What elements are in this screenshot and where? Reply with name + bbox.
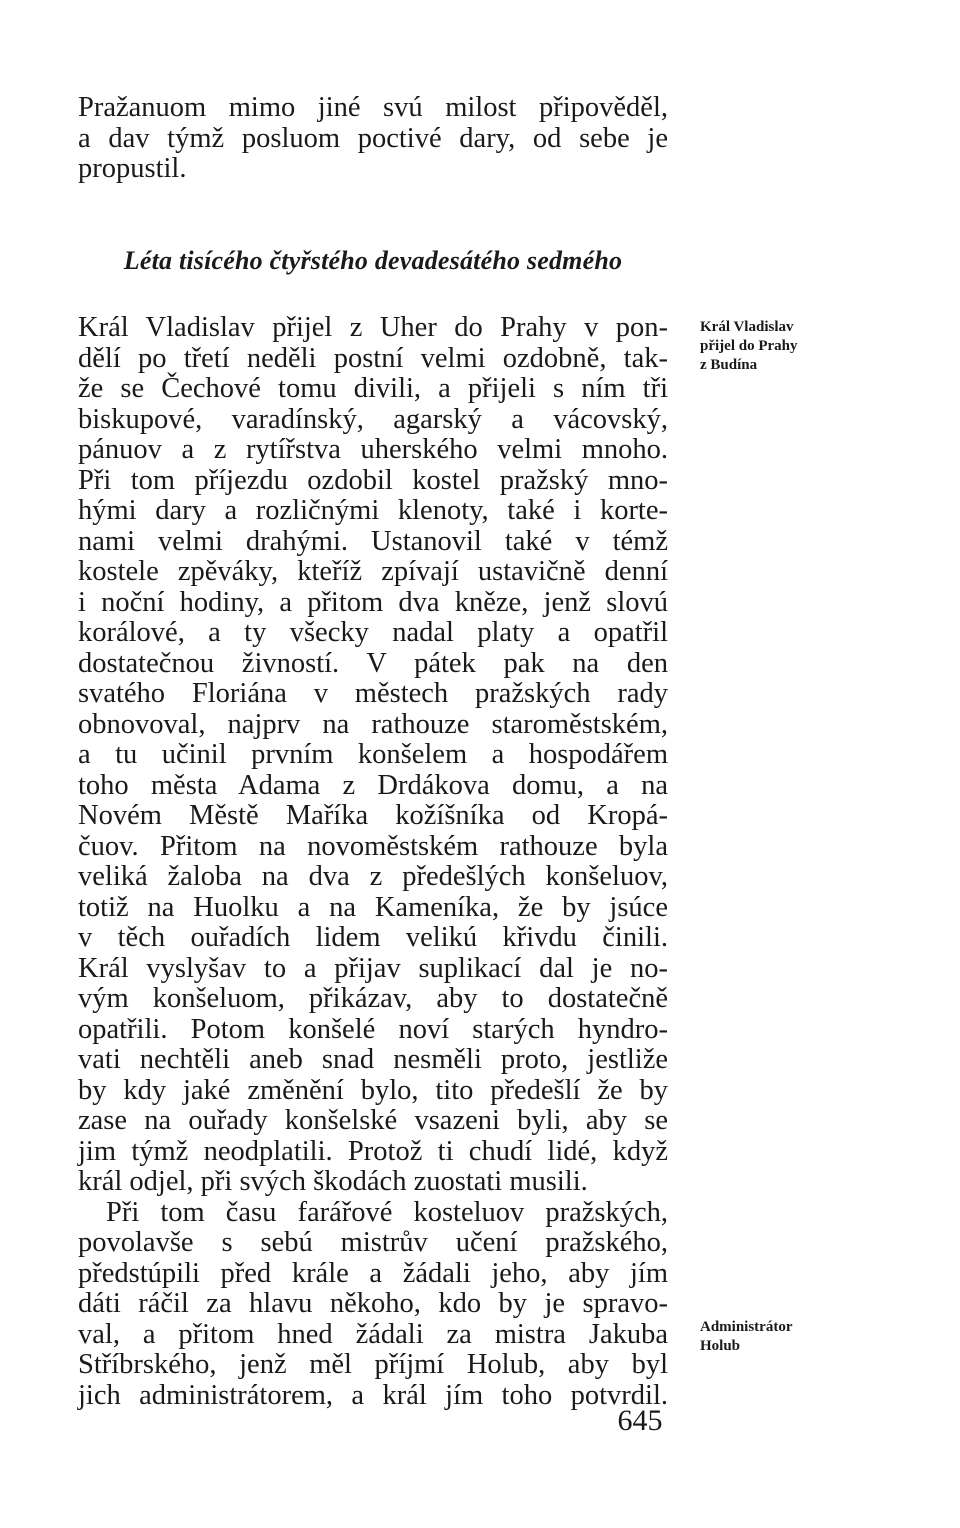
text-line: jich administrátorem, a král jím toho potvrdil. <box>78 1379 668 1411</box>
text-line: kostele zpěváky, kteříž zpívají ustavičně denní <box>78 556 668 587</box>
text-line: val, a přitom hned žádali za mistra Jakuba <box>78 1318 668 1350</box>
margin-note-line: Holub <box>700 1338 741 1354</box>
text-line: Novém Městě Maříka kožíšníka od Kropá- <box>78 800 668 831</box>
page-number: 645 <box>617 1404 663 1437</box>
text-line: opatřili. Potom konšelé noví starých hyndro- <box>78 1013 668 1045</box>
text-line: toho města Adama z Drdákova domu, a na <box>78 769 668 801</box>
text-line: Při tom příjezdu ozdobil kostel pražský mno- <box>78 464 668 496</box>
text-line: nami velmi drahými. Ustanovil také v témž <box>78 525 668 557</box>
text-line: Pražanuom mimo jiné svú milost připověděl, <box>78 92 668 123</box>
text-line: král odjel, při svých škodách zuostati musili. <box>78 1166 588 1197</box>
main-text <box>78 313 668 1411</box>
text-line: a tu učinil prvním konšelem a hospodářem <box>78 739 668 770</box>
text-line: zase na ouřady konšelské vsazeni byli, aby se <box>78 1105 668 1136</box>
section-heading: Léta tisícého čtyřstého devadesátého sedmého <box>123 246 623 275</box>
text-line: by kdy jaké změnění bylo, tito předešlí že by <box>78 1074 668 1106</box>
text-line: povolavše s sebú mistrův učení pražského, <box>78 1227 668 1258</box>
text-line: dáti ráčil za hlavu někoho, kdo by je spravo- <box>78 1288 668 1319</box>
text-line: a dav týmž posluom poctivé dary, od sebe je <box>78 122 668 154</box>
text-line: biskupové, varadínský, agarský a vácovský, <box>78 403 668 435</box>
text-line: vým konšeluom, přikázav, aby to dostatečně <box>78 983 668 1014</box>
text-line: obnovoval, najprv na rathouze staroměstském, <box>78 708 668 740</box>
text-line: propustil. <box>78 153 187 184</box>
text-line: veliká žaloba na dva z předešlých konšeluov, <box>78 861 668 892</box>
text-line: Stříbrského, jenž měl příjmí Holub, aby byl <box>78 1349 668 1380</box>
margin-note <box>700 318 840 375</box>
margin-note-line: přijel do Prahy <box>700 338 798 354</box>
text-line: svatého Floriána v městech pražských rady <box>78 678 668 709</box>
text-line: jim týmž neodplatili. Protož ti chudí lidé, když <box>78 1135 668 1167</box>
text-line: i noční hodiny, a přitom dva kněze, jenž slovú <box>78 586 668 618</box>
text-line: vati nechtěli aneb snad nesměli proto, jestliže <box>78 1044 668 1075</box>
text-line: v těch ouřadích lidem velikú křivdu činili. <box>78 922 668 953</box>
text-line: totiž na Huolku a na Kameníka, že by jsúce <box>78 891 668 923</box>
text-line: Při tom času farářové kosteluov pražských, <box>106 1196 668 1228</box>
margin-note-line: Král Vladislav <box>700 319 794 335</box>
text-line: hými dary a rozličnými klenoty, také i korte- <box>78 495 668 526</box>
opening-paragraph <box>78 93 668 185</box>
text-line: že se Čechové tomu divili, a přijeli s ním tři <box>78 373 668 404</box>
text-line: pánuov a z rytířstva uherského velmi mnoho. <box>78 434 668 465</box>
margin-note <box>700 1318 840 1356</box>
text-line: korálové, a ty všecky nadal platy a opatřil <box>78 617 668 648</box>
text-line: dostatečnou živností. V pátek pak na den <box>78 647 668 679</box>
margin-note-line: z Budína <box>700 357 758 373</box>
text-line: předstúpili před krále a žádali jeho, aby jím <box>78 1257 668 1289</box>
margin-note-line: Administrátor <box>700 1319 793 1335</box>
text-line: Král vyslyšav to a přijav suplikací dal je no- <box>78 952 668 984</box>
text-line: Král Vladislav přijel z Uher do Prahy v pon- <box>78 312 668 343</box>
text-line: dělí po třetí neděli postní velmi ozdobně, tak- <box>78 342 668 374</box>
text-line: čuov. Přitom na novoměstském rathouze byla <box>78 830 668 862</box>
